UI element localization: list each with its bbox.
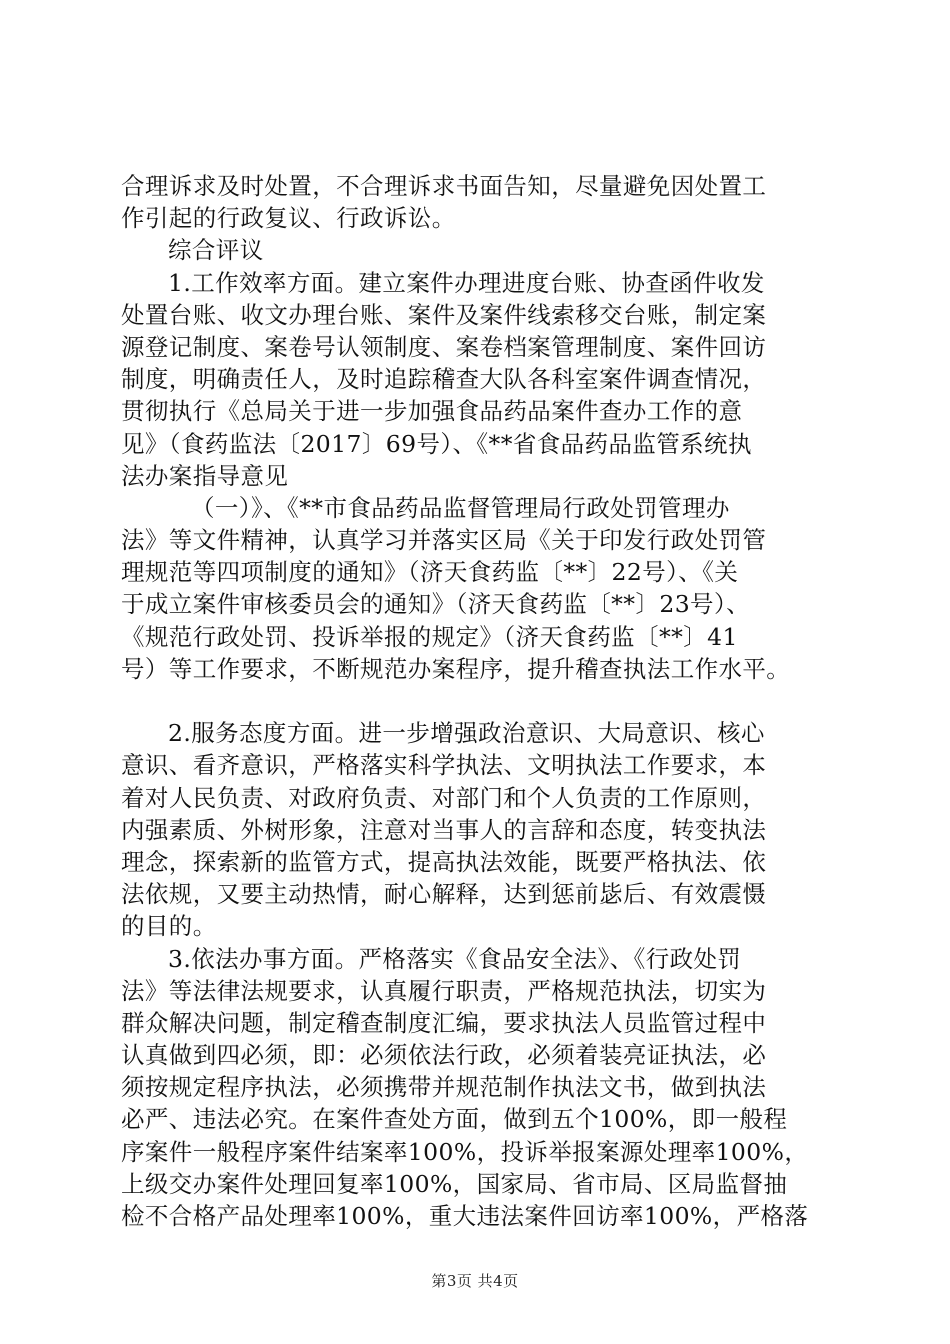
text-line: 《规范行政处罚、投诉举报的规定》（济天食药监〔**〕41: [121, 622, 738, 651]
text-line: 理念，探索新的监管方式，提高执法效能，既要严格执法、依: [121, 847, 767, 876]
page-number-footer: 第3页 共4页: [431, 1272, 519, 1290]
text-line: 理规范等四项制度的通知》（济天食药监〔**〕22号）、《关: [121, 558, 739, 587]
text-line: 合理诉求及时处置，不合理诉求书面告知，尽量避免因处置工: [121, 172, 767, 200]
text-line: 制度，明确责任人，及时追踪稽查大队各科室案件调查情况，: [121, 365, 767, 394]
text-line: 必严、违法必究。在案件查处方面，做到五个100%，即一般程: [121, 1105, 788, 1134]
text-line: 群众解决问题，制定稽查制度汇编，要求执法人员监管过程中: [121, 1008, 767, 1037]
text-line: 法》等文件精神，认真学习并落实区局《关于印发行政处罚管: [121, 526, 767, 555]
text-line: 的目的。: [121, 912, 217, 941]
text-line: 上级交办案件处理回复率100%，国家局、省市局、区局监督抽: [121, 1169, 788, 1198]
text-line: 1.工作效率方面。建立案件办理进度台账、协查函件收发: [168, 268, 765, 297]
text-line: 于成立案件审核委员会的通知》（济天食药监〔**〕23号）、: [121, 590, 751, 619]
text-line: 须按规定程序执法，必须携带并规范制作执法文书，做到执法: [121, 1073, 767, 1102]
text-line: 处置台账、收文办理台账、案件及案件线索移交台账，制定案: [121, 300, 767, 329]
text-line: 贯彻执行《总局关于进一步加强食品药品案件查办工作的意: [121, 397, 743, 426]
text-line: 法办案指导意见: [121, 461, 289, 490]
text-line: 见》（食药监法〔2017〕69号）、《**省食品药品监管系统执: [121, 429, 752, 458]
text-line: 法》等法律法规要求，认真履行职责，严格规范执法，切实为: [121, 976, 767, 1005]
document-body: [121, 170, 836, 1232]
text-line: 序案件一般程序案件结案率100%，投诉举报案源处理率100%，: [121, 1137, 809, 1166]
text-line: 检不合格产品处理率100%，重大违法案件回访率100%，严格落: [121, 1202, 809, 1230]
text-line: （一）》、《**市食品药品监督管理局行政处罚管理办: [191, 493, 730, 522]
text-line: 认真做到四必须，即：必须依法行政，必须着装亮证执法，必: [121, 1041, 767, 1070]
text-line: 号）等工作要求，不断规范办案程序，提升稽查执法工作水平。: [121, 654, 791, 683]
text-line: 着对人民负责、对政府负责、对部门和个人负责的工作原则，: [121, 783, 767, 812]
text-line: 作引起的行政复议、行政诉讼。: [121, 204, 456, 233]
paragraph-gap: [121, 685, 836, 717]
text-line: 内强素质、外树形象，注意对当事人的言辞和态度，转变执法: [121, 815, 767, 844]
text-line: 3.依法办事方面。严格落实《食品安全法》、《行政处罚: [168, 944, 742, 973]
text-line: 2.服务态度方面。进一步增强政治意识、大局意识、核心: [168, 719, 765, 748]
text-line: 法依规，又要主动热情，耐心解释，达到惩前毖后、有效震慑: [121, 880, 767, 909]
section-heading: 综合评议: [168, 236, 264, 265]
text-line: 源登记制度、案卷号认领制度、案卷档案管理制度、案件回访: [121, 332, 767, 361]
text-line: 意识、看齐意识，严格落实科学执法、文明执法工作要求，本: [121, 751, 767, 780]
